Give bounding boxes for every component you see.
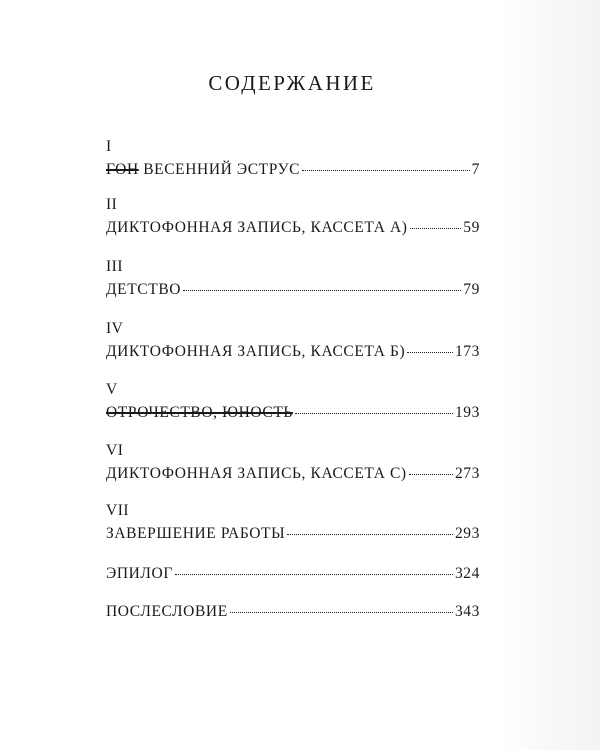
toc-entry-chapter-5 [106,381,480,423]
toc-line[interactable] [106,524,480,544]
page-number: 324 [454,565,480,582]
toc-line[interactable] [106,564,480,584]
chapter-title: ДИКТОФОННАЯ ЗАПИСЬ, КАССЕТА Б) [106,343,406,360]
page-number: 173 [454,343,480,360]
toc-line[interactable] [106,342,480,362]
chapter-numeral: III [106,258,123,275]
toc-entry-chapter-7 [106,502,480,544]
chapter-numeral: VII [106,502,130,519]
dot-leader [175,574,453,575]
toc-entry-chapter-6 [106,442,480,484]
toc-entry-afterword [106,602,480,622]
toc-line[interactable] [106,602,480,622]
dot-leader [295,413,453,414]
toc-entry-chapter-1 [106,138,480,180]
page-number: 7 [471,161,480,178]
page-number: 293 [454,525,480,542]
page-number: 59 [463,219,480,236]
chapter-numeral: II [106,196,118,213]
chapter-title: ДИКТОФОННАЯ ЗАПИСЬ, КАССЕТА А) [106,219,408,236]
toc-line[interactable] [106,464,480,484]
dot-leader [410,228,462,229]
chapter-title: ДЕТСТВО [106,281,182,298]
toc-entry-epilogue [106,564,480,584]
toc-entry-chapter-4 [106,320,480,362]
chapter-title: ОТРОЧЕСТВО, ЮНОСТЬ [106,404,293,421]
chapter-title: ЭПИЛОГ [106,565,173,582]
chapter-title [106,160,300,180]
page-number: 79 [463,281,480,298]
chapter-title: ЗАВЕРШЕНИЕ РАБОТЫ [106,525,286,542]
page-number: 193 [454,404,480,421]
dot-leader [409,474,453,475]
chapter-numeral: IV [106,320,124,337]
toc-line[interactable] [106,160,480,180]
toc-entry-chapter-3 [106,258,480,300]
page-number: 343 [454,603,480,620]
chapter-title: ДИКТОФОННАЯ ЗАПИСЬ, КАССЕТА С) [106,465,407,482]
page-number: 273 [454,465,480,482]
page-edge-shadow [500,0,600,750]
toc-line[interactable] [106,218,480,238]
page-title: СОДЕРЖАНИЕ [208,71,376,96]
dot-leader [302,170,470,171]
chapter-title-text: ВЕСЕННИЙ ЭСТРУС [138,161,301,178]
dot-leader [287,534,453,535]
dot-leader [230,612,453,613]
struck-title-text: ГОН [106,161,139,178]
chapter-numeral: V [106,381,118,398]
toc-line[interactable] [106,403,480,423]
dot-leader [407,352,453,353]
dot-leader [183,290,461,291]
chapter-numeral: VI [106,442,124,459]
toc-line[interactable] [106,280,480,300]
chapter-title: ПОСЛЕСЛОВИЕ [106,603,228,620]
toc-entry-chapter-2 [106,196,480,238]
chapter-numeral: I [106,138,112,155]
